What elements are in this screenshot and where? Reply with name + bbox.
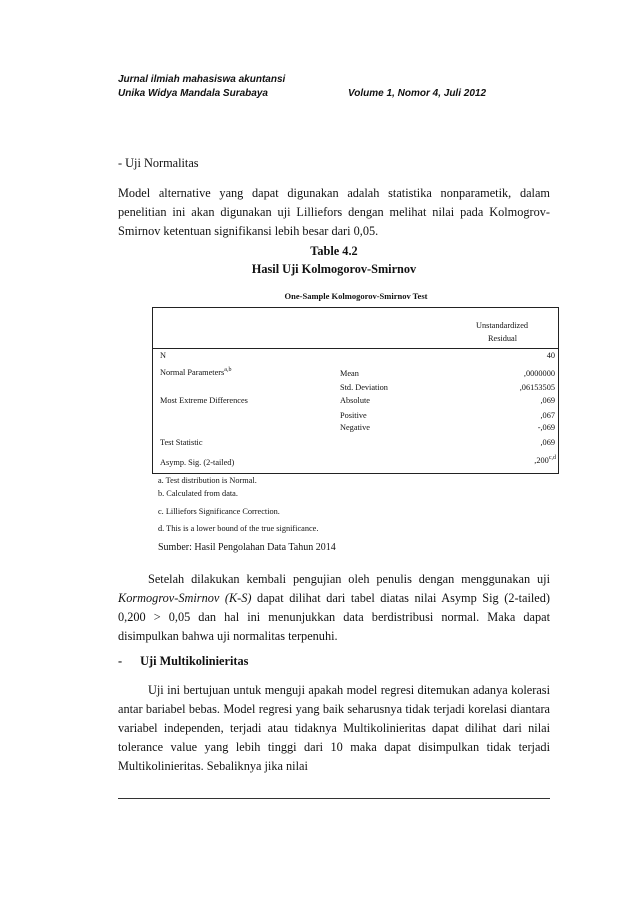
table-note-c: c. Lilliefors Significance Correction. xyxy=(158,507,280,516)
col-header-1: Unstandardized xyxy=(476,321,529,330)
table-header-divider xyxy=(152,348,559,349)
positive-value: ,067 xyxy=(540,411,555,420)
multikolinieritas-paragraph: Uji ini bertujuan untuk menguji apakah model regresi ditemukan adanya kolerasi antar bariabel bebas. Model regresi yang baik seharusnya tidak terjadi korelasi diantara variabel independen, terjadi atau tidaknya Multikolinieritas dapat dilihat dari nilai tolerance value yang lebih tinggi dari 10 maka dapat disimpulkan tidak terjadi Multikolinieritas. Sebaliknya jika nilai xyxy=(118,683,550,773)
journal-name: Jurnal ilmiah mahasiswa akuntansi xyxy=(118,74,286,85)
footer-rule xyxy=(118,798,550,799)
test-title: One-Sample Kolmogorov-Smirnov Test xyxy=(284,291,428,301)
ks-result-paragraph: Setelah dilakukan kembali pengujian oleh penulis dengan menggunakan uji Kormogrov-Smirnov (K-S) dapat dilihat dari tabel diatas nilai Asymp Sig (2-tailed) 0,200 > 0,05 dan hal ini menunjukkan data berdistribusi normal. Maka dapat disimpulkan bahwa uji normalitas terpenuhi. xyxy=(118,572,550,643)
asymp-sig-label: Asymp. Sig. (2-tailed) xyxy=(160,458,235,467)
n-label: N xyxy=(160,351,166,360)
normal-params-label: Normal Parameters$^{a,b}$ xyxy=(160,367,232,377)
sd-value: ,06153505 xyxy=(519,383,555,392)
mean-value: ,0000000 xyxy=(523,369,555,378)
test-statistic-label: Test Statistic xyxy=(160,438,203,447)
normalitas-paragraph: Model alternative yang dapat digunakan adalah statistika nonparametik, dalam penelitian ini akan digunakan uji Lilliefors dengan melihat nilai pada Kolmogrov-Smirnov ketentuan signifikansi lebih besar dari 0,05. xyxy=(118,186,550,238)
section-heading-multikolinieritas: - Uji Multikolinieritas xyxy=(118,654,249,668)
asymp-sig-value: ,200$^{c,d}$ xyxy=(534,455,556,465)
mean-label: Mean xyxy=(340,369,359,378)
volume-info: Volume 1, Nomor 4, Juli 2012 xyxy=(348,88,487,99)
table-source: Sumber: Hasil Pengolahan Data Tahun 2014 xyxy=(158,542,336,553)
positive-label: Positive xyxy=(340,411,367,420)
negative-label: Negative xyxy=(340,423,370,432)
university-name: Unika Widya Mandala Surabaya xyxy=(118,88,268,99)
table-label: Table 4.2 xyxy=(310,244,358,258)
negative-value: -,069 xyxy=(537,423,555,432)
table-note-d: d. This is a lower bound of the true significance. xyxy=(158,524,319,533)
absolute-label: Absolute xyxy=(340,396,370,405)
section-heading-normalitas: - Uji Normalitas xyxy=(118,156,199,170)
table-note-b: b. Calculated from data. xyxy=(158,489,238,498)
col-header-2: Residual xyxy=(488,334,518,343)
n-value: 40 xyxy=(546,351,555,360)
test-statistic-value: ,069 xyxy=(540,438,555,447)
most-extreme-label: Most Extreme Differences xyxy=(160,396,248,405)
table-note-a: a. Test distribution is Normal. xyxy=(158,476,257,485)
absolute-value: ,069 xyxy=(540,396,555,405)
sd-label: Std. Deviation xyxy=(340,383,388,392)
table-title: Hasil Uji Kolmogorov-Smirnov xyxy=(251,262,417,276)
